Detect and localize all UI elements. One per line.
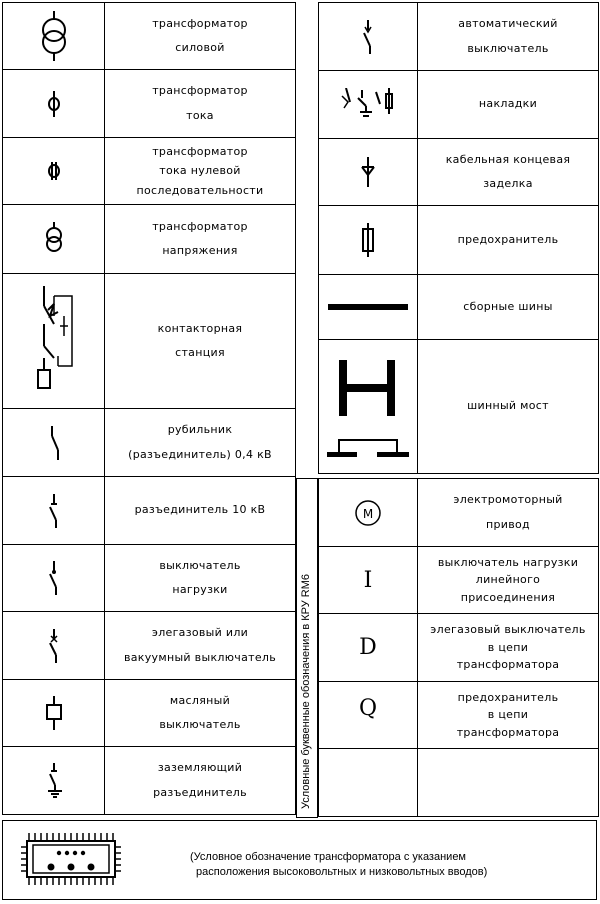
right-symbol-table: [318, 2, 599, 474]
row-label: сборные шины: [418, 275, 599, 340]
bus-bridge-icon: [319, 340, 418, 474]
row-label: выключатель нагрузки линейного присоединения: [418, 547, 599, 614]
row-label: автоматический выключатель: [418, 3, 599, 71]
table-row: [3, 680, 296, 747]
cable-termination-icon: [319, 139, 418, 206]
rm6-vertical-label: Условные буквенные обозначения в КРУ RM6: [300, 573, 312, 809]
current-transformer-icon: [3, 70, 105, 138]
row-label: элегазовый выключатель в цепи трансформатора: [418, 614, 599, 682]
table-row: [319, 547, 599, 614]
table-row: [319, 749, 599, 817]
table-row: [319, 682, 599, 749]
row-label: заземляющий разъединитель: [105, 747, 296, 815]
row-label: элегазовый или вакуумный выключатель: [105, 612, 296, 680]
table-row: [3, 409, 296, 477]
table-row: [319, 206, 599, 275]
table-row: [3, 70, 296, 138]
empty-cell: [319, 749, 418, 817]
row-label: выключатель нагрузки: [105, 545, 296, 612]
row-label: контакторная станция: [105, 274, 296, 409]
table-row: [3, 138, 296, 205]
table-row: [319, 139, 599, 206]
svg-text:M: M: [362, 506, 374, 521]
left-symbol-table: [2, 2, 296, 815]
table-row: [319, 275, 599, 340]
row-label: трансформатор силовой: [105, 3, 296, 70]
linings-icon: [319, 71, 418, 139]
motor-drive-icon: [319, 479, 418, 547]
load-switch-icon: [3, 545, 105, 612]
row-label: рубильник (разъединитель) 0,4 кВ: [105, 409, 296, 477]
letter-i: I: [319, 547, 418, 614]
row-label: трансформатор тока: [105, 70, 296, 138]
table-row: [3, 274, 296, 409]
earthing-switch-icon: [3, 747, 105, 815]
transformer-note: (Условное обозначение трансформатора с указанием расположения высоковольтных и низковольтных вводов): [190, 851, 488, 878]
table-row: [3, 747, 296, 815]
table-row: [319, 340, 599, 474]
row-label: трансформатор тока нулевой последовательности: [105, 138, 296, 205]
table-row: [3, 545, 296, 612]
voltage-transformer-icon: [3, 205, 105, 274]
letter-q: Q: [319, 682, 418, 749]
rm6-letter-table: [318, 478, 599, 817]
row-label: разъединитель 10 кВ: [105, 477, 296, 545]
table-row: [319, 71, 599, 139]
table-row: [3, 612, 296, 680]
empty-cell: [418, 749, 599, 817]
table-row: [319, 3, 599, 71]
row-label: шинный мост: [418, 340, 599, 474]
power-transformer-icon: [3, 3, 105, 70]
row-label: предохранитель: [418, 206, 599, 275]
disconnector-icon: [3, 477, 105, 545]
row-label: предохранитель в цепи трансформатора: [418, 682, 599, 749]
circuit-breaker-icon: [319, 3, 418, 71]
row-label: накладки: [418, 71, 599, 139]
rm6-vertical-label-box: [296, 478, 318, 818]
row-label: электромоторный привод: [418, 479, 599, 547]
table-row: [319, 614, 599, 682]
transformer-terminals-icon: [19, 831, 129, 887]
table-row: [319, 479, 599, 547]
oil-breaker-icon: [3, 680, 105, 747]
row-label: кабельная концевая заделка: [418, 139, 599, 206]
table-row: [3, 205, 296, 274]
table-row: [3, 477, 296, 545]
knife-switch-icon: [3, 409, 105, 477]
sf6-vacuum-breaker-icon: [3, 612, 105, 680]
contactor-station-icon: [3, 274, 105, 409]
row-label: масляный выключатель: [105, 680, 296, 747]
table-row: [3, 3, 296, 70]
busbar-icon: [319, 275, 418, 340]
row-label: трансформатор напряжения: [105, 205, 296, 274]
zero-sequence-ct-icon: [3, 138, 105, 205]
letter-d: D: [319, 614, 418, 682]
fuse-icon: [319, 206, 418, 275]
